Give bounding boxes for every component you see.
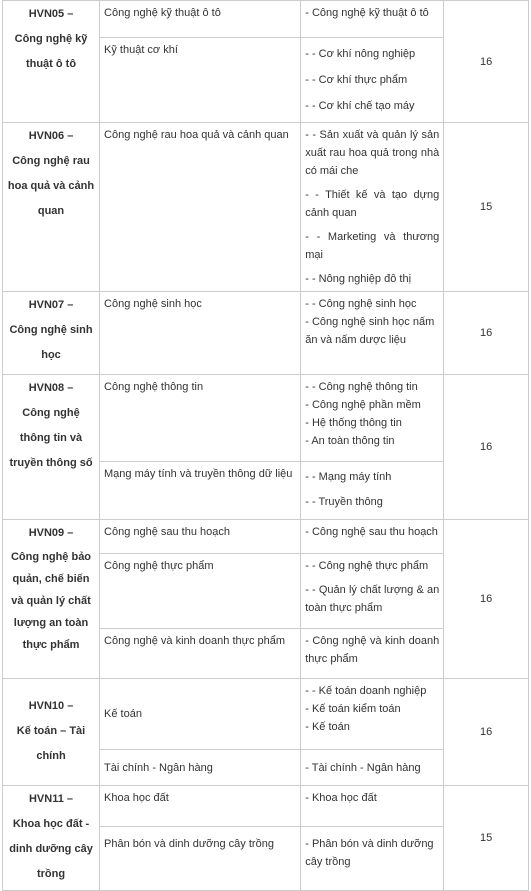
spec-cell <box>301 750 444 786</box>
spec-item: - - Kế toán doanh nghiệp <box>305 685 427 697</box>
spec-item: - - Công nghệ thông tin <box>305 381 418 393</box>
group-cell <box>3 1 100 123</box>
spec-cell <box>301 629 444 679</box>
spec-item: - - Truyền thông <box>305 496 383 508</box>
major-name: Mạng máy tính và truyền thông dữ liệu <box>100 462 301 520</box>
major-name: Kỹ thuật cơ khí <box>100 38 301 123</box>
credits-cell: 15 <box>444 123 529 292</box>
table-row <box>3 520 529 554</box>
group-code: HVN09 – <box>28 527 74 539</box>
spec-cell <box>301 375 444 462</box>
spec-cell <box>301 462 444 520</box>
spec-cell <box>301 123 444 292</box>
spec-item: - An toàn thông tin <box>305 435 395 447</box>
major-name: Công nghệ kỹ thuật ô tô <box>100 1 301 38</box>
spec-cell <box>301 1 444 38</box>
group-code: HVN07 – <box>28 299 74 311</box>
major-name: Công nghệ thông tin <box>100 375 301 462</box>
table-row <box>3 123 529 292</box>
major-name: Công nghệ thực phẩm <box>100 554 301 629</box>
group-code: HVN10 – <box>28 699 74 712</box>
group-code: HVN08 – <box>28 382 74 394</box>
spec-item: - Công nghệ phần mềm <box>305 399 421 411</box>
major-name: Công nghệ sinh học <box>100 292 301 375</box>
spec-cell <box>301 786 444 827</box>
spec-item: - - Công nghệ sinh học <box>305 298 417 310</box>
spec-cell <box>301 520 444 554</box>
spec-item: - Hệ thống thông tin <box>305 417 402 429</box>
group-cell <box>3 375 100 520</box>
table-row <box>3 679 529 750</box>
table-row <box>3 1 529 38</box>
credits-cell: 16 <box>444 1 529 123</box>
spec-item: - Kế toán kiểm toán <box>305 703 401 715</box>
major-name: Khoa học đất <box>100 786 301 827</box>
spec-item: - - Cơ khí thực phẩm <box>305 74 408 86</box>
group-name: Công nghệ sinh học <box>9 324 93 361</box>
group-code: HVN06 – <box>28 130 74 142</box>
spec-item: - - Công nghệ thực phẩm <box>305 560 429 572</box>
spec-item: - Tài chính - Ngân hàng <box>305 761 421 774</box>
spec-item: - - Mạng máy tính <box>305 471 392 483</box>
group-name: Công nghệ rau hoa quả và cảnh quan <box>7 155 95 217</box>
group-name: Khoa học đất - dinh dưỡng cây trồng <box>9 818 93 880</box>
group-cell <box>3 123 100 292</box>
major-name: Công nghệ sau thu hoạch <box>100 520 301 554</box>
spec-cell <box>301 38 444 123</box>
spec-item: - Công nghệ sinh học nấm ăn và nấm dược liệu <box>305 316 435 346</box>
credits-cell: 16 <box>444 520 529 679</box>
spec-item: - - Nông nghiệp đô thị <box>305 273 412 285</box>
spec-item: - Công nghệ và kinh doanh thực phẩm <box>305 635 440 665</box>
spec-item: - - Cơ khí nông nghiệp <box>305 48 416 60</box>
spec-item: - - Cơ khí chế tạo máy <box>305 100 415 112</box>
table-row <box>3 292 529 375</box>
credits-cell: 16 <box>444 679 529 786</box>
spec-item: - - Quản lý chất lượng & an toàn thực phẩm <box>305 584 440 614</box>
spec-cell <box>301 292 444 375</box>
group-name: Công nghệ thông tin và truyền thông số <box>9 407 93 469</box>
spec-cell <box>301 554 444 629</box>
major-name: Phân bón và dinh dưỡng cây trồng <box>100 827 301 891</box>
group-name: Kế toán – Tài chính <box>16 724 86 762</box>
major-name: Công nghệ và kinh doanh thực phẩm <box>100 629 301 679</box>
program-table <box>2 0 529 891</box>
spec-item: - Kế toán <box>305 721 350 733</box>
spec-item: - - Thiết kế và tạo dựng cảnh quan <box>305 189 440 219</box>
credits-cell: 16 <box>444 375 529 520</box>
group-code: HVN05 – <box>28 8 74 20</box>
group-cell <box>3 679 100 786</box>
group-cell <box>3 786 100 891</box>
table-row <box>3 786 529 827</box>
major-name: Công nghệ rau hoa quả và cảnh quan <box>100 123 301 292</box>
spec-item: - Công nghệ sau thu hoạch <box>305 526 438 538</box>
spec-item: - Công nghệ kỹ thuật ô tô <box>305 7 429 19</box>
spec-item: - Khoa học đất <box>305 792 377 804</box>
major-name: Kế toán <box>100 679 301 750</box>
group-name: Công nghệ bảo quản, chế biến và quản lý chất lượng an toàn thực phẩm <box>10 551 92 651</box>
spec-cell <box>301 827 444 891</box>
credits-cell: 15 <box>444 786 529 891</box>
group-cell <box>3 520 100 679</box>
spec-item: - - Marketing và thương mại <box>305 231 440 261</box>
group-code: HVN11 – <box>28 793 74 805</box>
major-name: Tài chính - Ngân hàng <box>100 750 301 786</box>
credits-cell: 16 <box>444 292 529 375</box>
spec-cell <box>301 679 444 750</box>
table-row <box>3 375 529 462</box>
spec-item: - - Sản xuất và quản lý sản xuất rau hoa quả trong nhà có mái che <box>305 129 440 177</box>
group-cell <box>3 292 100 375</box>
group-name: Công nghệ kỹ thuật ô tô <box>14 33 88 70</box>
spec-item: - Phân bón và dinh dưỡng cây trồng <box>305 838 434 869</box>
